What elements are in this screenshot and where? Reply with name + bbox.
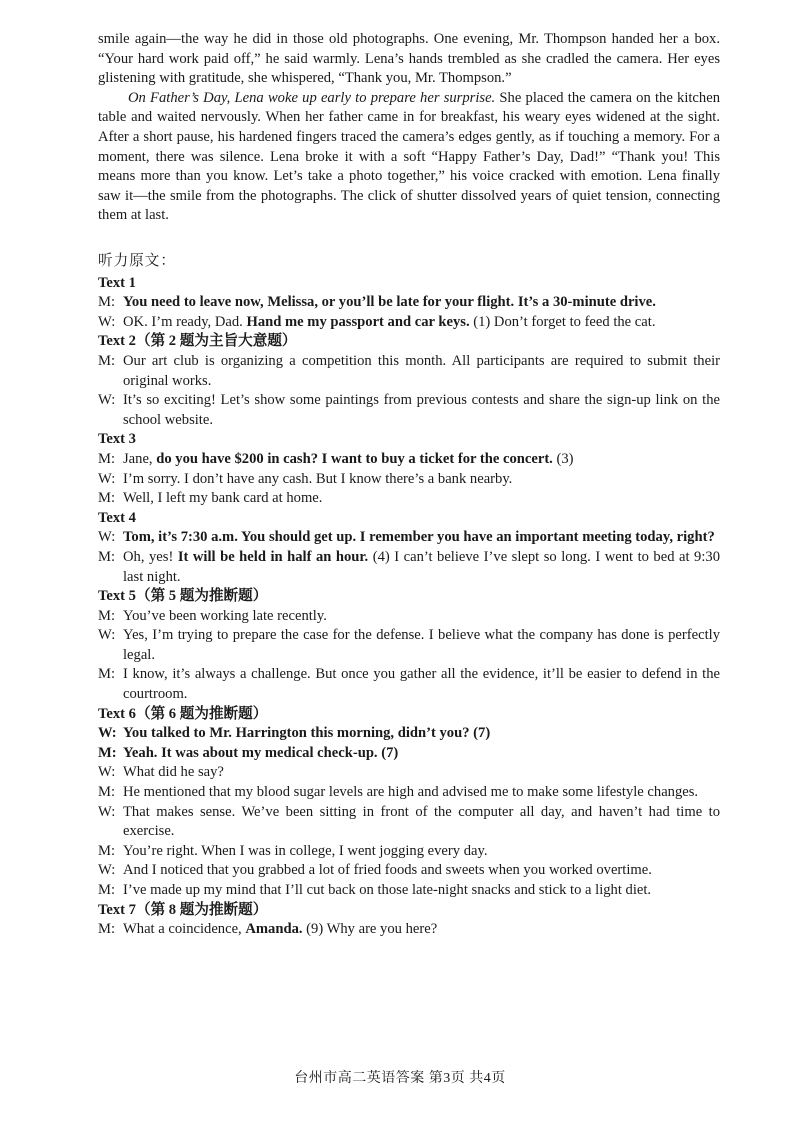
speech-text: Yes, I’m trying to prepare the case for the defense. I believe what the company has done is perfectly legal. — [123, 627, 720, 663]
speech-text: Jane, do you have $200 in cash? I want to buy a ticket for the concert. (3) — [123, 450, 574, 467]
speaker-label: M: — [98, 882, 116, 898]
story-paragraph-2-rest: She placed the camera on the kitchen table and waited nervously. When her father came in for breakfast, his weary eyes widened at the sight. After a short pause, his hardened fingers traced the camera’s edges gently, as if touching a memory. For a moment, there was silence. Lena broke it with a soft “Happy Father’s Day, Dad!” “Thank you! This means more than you know. Let’s take a photo together,” his voice cracked with emotion. Lena finally saw it—the smile from the photographs. The click of shutter dissolved years of quiet tension, connecting them at last. — [98, 89, 720, 224]
speech-text: I’ve made up my mind that I’ll cut back on those late-night snacks and stick to a light diet. — [123, 882, 652, 898]
speaker-label: M: — [98, 490, 116, 507]
speech-text: Well, I left my bank card at home. — [123, 490, 323, 507]
speaker-label: M: — [98, 842, 116, 859]
dialogue-line — [98, 744, 720, 764]
speech-text: OK. I’m ready, Dad. Hand me my passport and car keys. (1) Don’t forget to feed the cat. — [123, 313, 656, 330]
speaker-label: M: — [98, 607, 116, 624]
speech-text: You talked to Mr. Harrington this morning, didn’t you? (7) — [123, 725, 491, 742]
speech-text: Our art club is organizing a competition this month. All participants are required to submit their original works. — [123, 352, 720, 389]
dialogue-line — [98, 842, 720, 862]
dialogue-line — [98, 881, 720, 901]
speech-text: What a coincidence, Amanda. (9) Why are you here? — [123, 921, 438, 938]
speech-text: I know, it’s always a challenge. But once you gather all the evidence, it’ll be easier to defend in the courtroom. — [123, 666, 720, 703]
listening-transcript — [98, 252, 720, 940]
transcript-title: 听力原文： — [98, 253, 176, 269]
text-7-heading: Text 7（第 8 题为推断题） — [98, 901, 268, 918]
dialogue-line — [98, 313, 720, 333]
dialogue-line — [98, 450, 720, 470]
dialogue-line — [98, 548, 720, 587]
speech-text: You’re right. When I was in college, I went jogging every day. — [123, 842, 488, 859]
speaker-label: M: — [98, 744, 117, 761]
speech-text: And I noticed that you grabbed a lot of fried foods and sweets when you worked overtime. — [123, 862, 652, 879]
dialogue-line — [98, 607, 720, 627]
speech-text: That makes sense. We’ve been sitting in front of the computer all day, and haven’t had time to exercise. — [123, 803, 720, 840]
dialogue-line — [98, 861, 720, 881]
text-2-heading: Text 2（第 2 题为主旨大意题） — [98, 333, 297, 350]
dialogue-line — [98, 763, 720, 783]
story-passage — [98, 30, 720, 226]
speech-text: Yeah. It was about my medical check-up. (7) — [123, 744, 399, 761]
speaker-label: W: — [98, 803, 116, 820]
speaker-label: W: — [98, 470, 116, 487]
dialogue-line — [98, 920, 720, 940]
speech-text: It’s so exciting! Let’s show some paintings from previous contests and share the sign-up link on the school website. — [123, 392, 720, 428]
speech-text: I’m sorry. I don’t have any cash. But I know there’s a bank nearby. — [123, 470, 513, 487]
dialogue-line — [98, 391, 720, 430]
speaker-label: W: — [98, 725, 117, 742]
speaker-label: M: — [98, 294, 116, 311]
speaker-label: M: — [98, 921, 116, 938]
speaker-label: M: — [98, 666, 116, 683]
dialogue-line — [98, 489, 720, 509]
speaker-label: W: — [98, 313, 116, 330]
dialogue-line — [98, 352, 720, 391]
story-italic-sentence: On Father’s Day, Lena woke up early to prepare her surprise. — [128, 89, 496, 106]
story-paragraph-1: smile again—the way he did in those old photographs. One evening, Mr. Thompson handed her a box. “Your hard work paid off,” he said warmly. Lena’s hands trembled as she cradled the camera. Her eyes glistening with gratitude, she whispered, “Thank you, Mr. Thompson.” — [98, 31, 720, 87]
speaker-label: M: — [98, 548, 116, 565]
text-5-heading: Text 5（第 5 题为推断题） — [98, 588, 268, 605]
speech-text: You need to leave now, Melissa, or you’ll be late for your flight. It’s a 30-minute drive. — [123, 294, 656, 311]
speech-text: Oh, yes! It will be held in half an hour. (4) I can’t believe I’ve slept so long. I went to bed at 9:30 last night. — [123, 548, 720, 585]
speaker-label: M: — [98, 784, 116, 801]
dialogue-line — [98, 803, 720, 842]
speaker-label: W: — [98, 764, 116, 781]
dialogue-line — [98, 626, 720, 665]
text-4-heading: Text 4 — [98, 509, 136, 526]
text-1-heading: Text 1 — [98, 274, 136, 291]
dialogue-line — [98, 724, 720, 744]
speaker-label: W: — [98, 627, 116, 644]
speaker-label: M: — [98, 450, 116, 467]
dialogue-line — [98, 528, 720, 548]
speaker-label: W: — [98, 392, 116, 409]
speaker-label: M: — [98, 352, 116, 369]
speech-text: Tom, it’s 7:30 a.m. You should get up. I remember you have an important meeting today, right? — [123, 529, 715, 546]
page-footer: 台州市高二英语答案 第3页 共4页 — [294, 1071, 506, 1086]
story-paragraph-2 — [98, 89, 720, 226]
speaker-label: W: — [98, 862, 116, 879]
dialogue-line — [98, 665, 720, 704]
text-6-heading: Text 6（第 6 题为推断题） — [98, 705, 268, 722]
text-3-heading: Text 3 — [98, 431, 136, 448]
dialogue-line — [98, 783, 720, 803]
speaker-label: W: — [98, 529, 116, 546]
dialogue-line — [98, 470, 720, 490]
dialogue-line — [98, 293, 720, 313]
speech-text: What did he say? — [123, 764, 224, 781]
speech-text: He mentioned that my blood sugar levels are high and advised me to make some lifestyle changes. — [123, 784, 699, 801]
speech-text: You’ve been working late recently. — [123, 607, 327, 624]
